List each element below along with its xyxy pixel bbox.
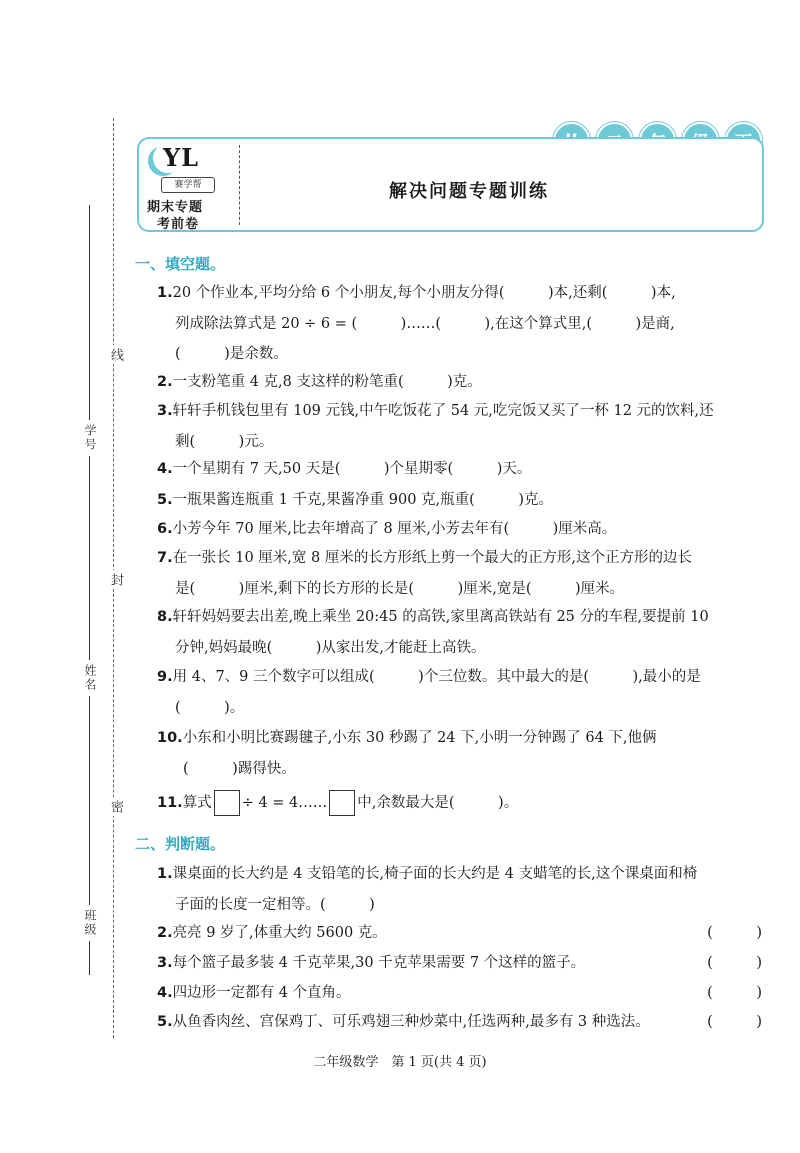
binding-mark-seal: 封 <box>106 570 125 589</box>
section-title-fill-blank: 一、填空题。 <box>135 255 226 273</box>
question-1-5: 5.一瓶果酱连瓶重 1 千克,果酱净重 900 克,瓶重( )克。 <box>157 492 553 508</box>
judge-question-1: 1.课桌面的长大约是 4 支铅笔的长,椅子面的长大约是 4 支蜡笔的长,这个课桌面和椅 子面的长度一定相等。( ) <box>157 866 698 913</box>
answer-box-dividend[interactable] <box>214 790 240 816</box>
question-1-11: 11.算式 ÷ 4 = 4…… 中,余数最大是( )。 <box>157 788 762 819</box>
judge-question-5: 5.从鱼香肉丝、宫保鸡丁、可乐鸡翅三种炒菜中,任选两种,最多有 3 种选法。 ( ) <box>157 1007 762 1038</box>
student-id-label: 学号 <box>82 420 99 456</box>
answer-box-remainder[interactable] <box>329 790 355 816</box>
binding-line <box>89 205 90 975</box>
logo-mark: YL <box>163 143 200 172</box>
judge-question-2: 2.亮亮 9 岁了,体重大约 5600 克。 ( ) <box>157 918 762 949</box>
question-1-1: 1.20 个作业本,平均分给 6 个小朋友,每个小朋友分得( )本,还剩( )本, 列成除法算式是 20 ÷ 6 = ( )……( ),在这个算式里,( )是商, ( )是余数。 <box>157 285 676 362</box>
question-1-4: 4.一个星期有 7 天,50 天是( )个星期零( )天。 <box>157 461 532 477</box>
question-1-8: 8.轩轩妈妈要去出差,晚上乘坐 20:45 的高铁,家里离高铁站有 25 分的车程,要提前 10 分钟,妈妈最晚( )从家出发,才能赶上高铁。 <box>157 609 709 656</box>
question-1-7: 7.在一张长 10 厘米,宽 8 厘米的长方形纸上剪一个最大的正方形,这个正方形的边长 是( )厘米,剩下的长方形的长是( )厘米,宽是( )厘米。 <box>157 550 692 597</box>
answer-paren[interactable]: ( ) <box>707 1014 762 1030</box>
question-1-10: 10.小东和小明比赛踢毽子,小东 30 秒踢了 24 下,小明一分钟踢了 64 下,他俩 ( )踢得快。 <box>157 730 657 777</box>
page-footer: 二年级数学 第 1 页(共 4 页) <box>313 1055 487 1070</box>
header-divider <box>239 145 240 225</box>
answer-paren[interactable]: ( ) <box>707 925 762 941</box>
logo <box>139 139 239 230</box>
logo-subtitle-1: 期末专题 <box>147 200 204 215</box>
answer-paren[interactable]: ( ) <box>707 985 762 1001</box>
section-title-true-false: 二、判断题。 <box>135 835 226 853</box>
binding-mark-line: 线 <box>106 345 125 364</box>
judge-question-3: 3.每个篮子最多装 4 千克苹果,30 千克苹果需要 7 个这样的篮子。 ( ) <box>157 948 762 979</box>
question-1-9: 9.用 4、7、9 三个数字可以组成( )个三位数。其中最大的是( ),最小的是 ( )。 <box>157 669 701 716</box>
logo-subtitle-2: 考前卷 <box>157 217 200 232</box>
logo-badge: 赛学帮 <box>161 177 215 193</box>
answer-paren[interactable]: ( ) <box>707 955 762 971</box>
question-1-2: 2.一支粉笔重 4 克,8 支这样的粉笔重( )克。 <box>157 374 482 390</box>
question-1-3: 3.轩轩手机钱包里有 109 元钱,中午吃饭花了 54 元,吃完饭又买了一杯 12 元的饮料,还 剩( )元。 <box>157 403 714 450</box>
name-label: 姓名 <box>82 660 99 696</box>
answer-paren[interactable]: ( ) <box>320 896 375 913</box>
class-label: 班级 <box>82 905 99 941</box>
page-title: 解决问题专题训练 <box>389 181 549 202</box>
binding-mark-secret: 密 <box>106 797 125 816</box>
judge-question-4: 4.四边形一定都有 4 个直角。 ( ) <box>157 978 762 1009</box>
header-box <box>137 137 764 232</box>
question-1-6: 6.小芳今年 70 厘米,比去年增高了 8 厘米,小芳去年有( )厘米高。 <box>157 521 617 537</box>
